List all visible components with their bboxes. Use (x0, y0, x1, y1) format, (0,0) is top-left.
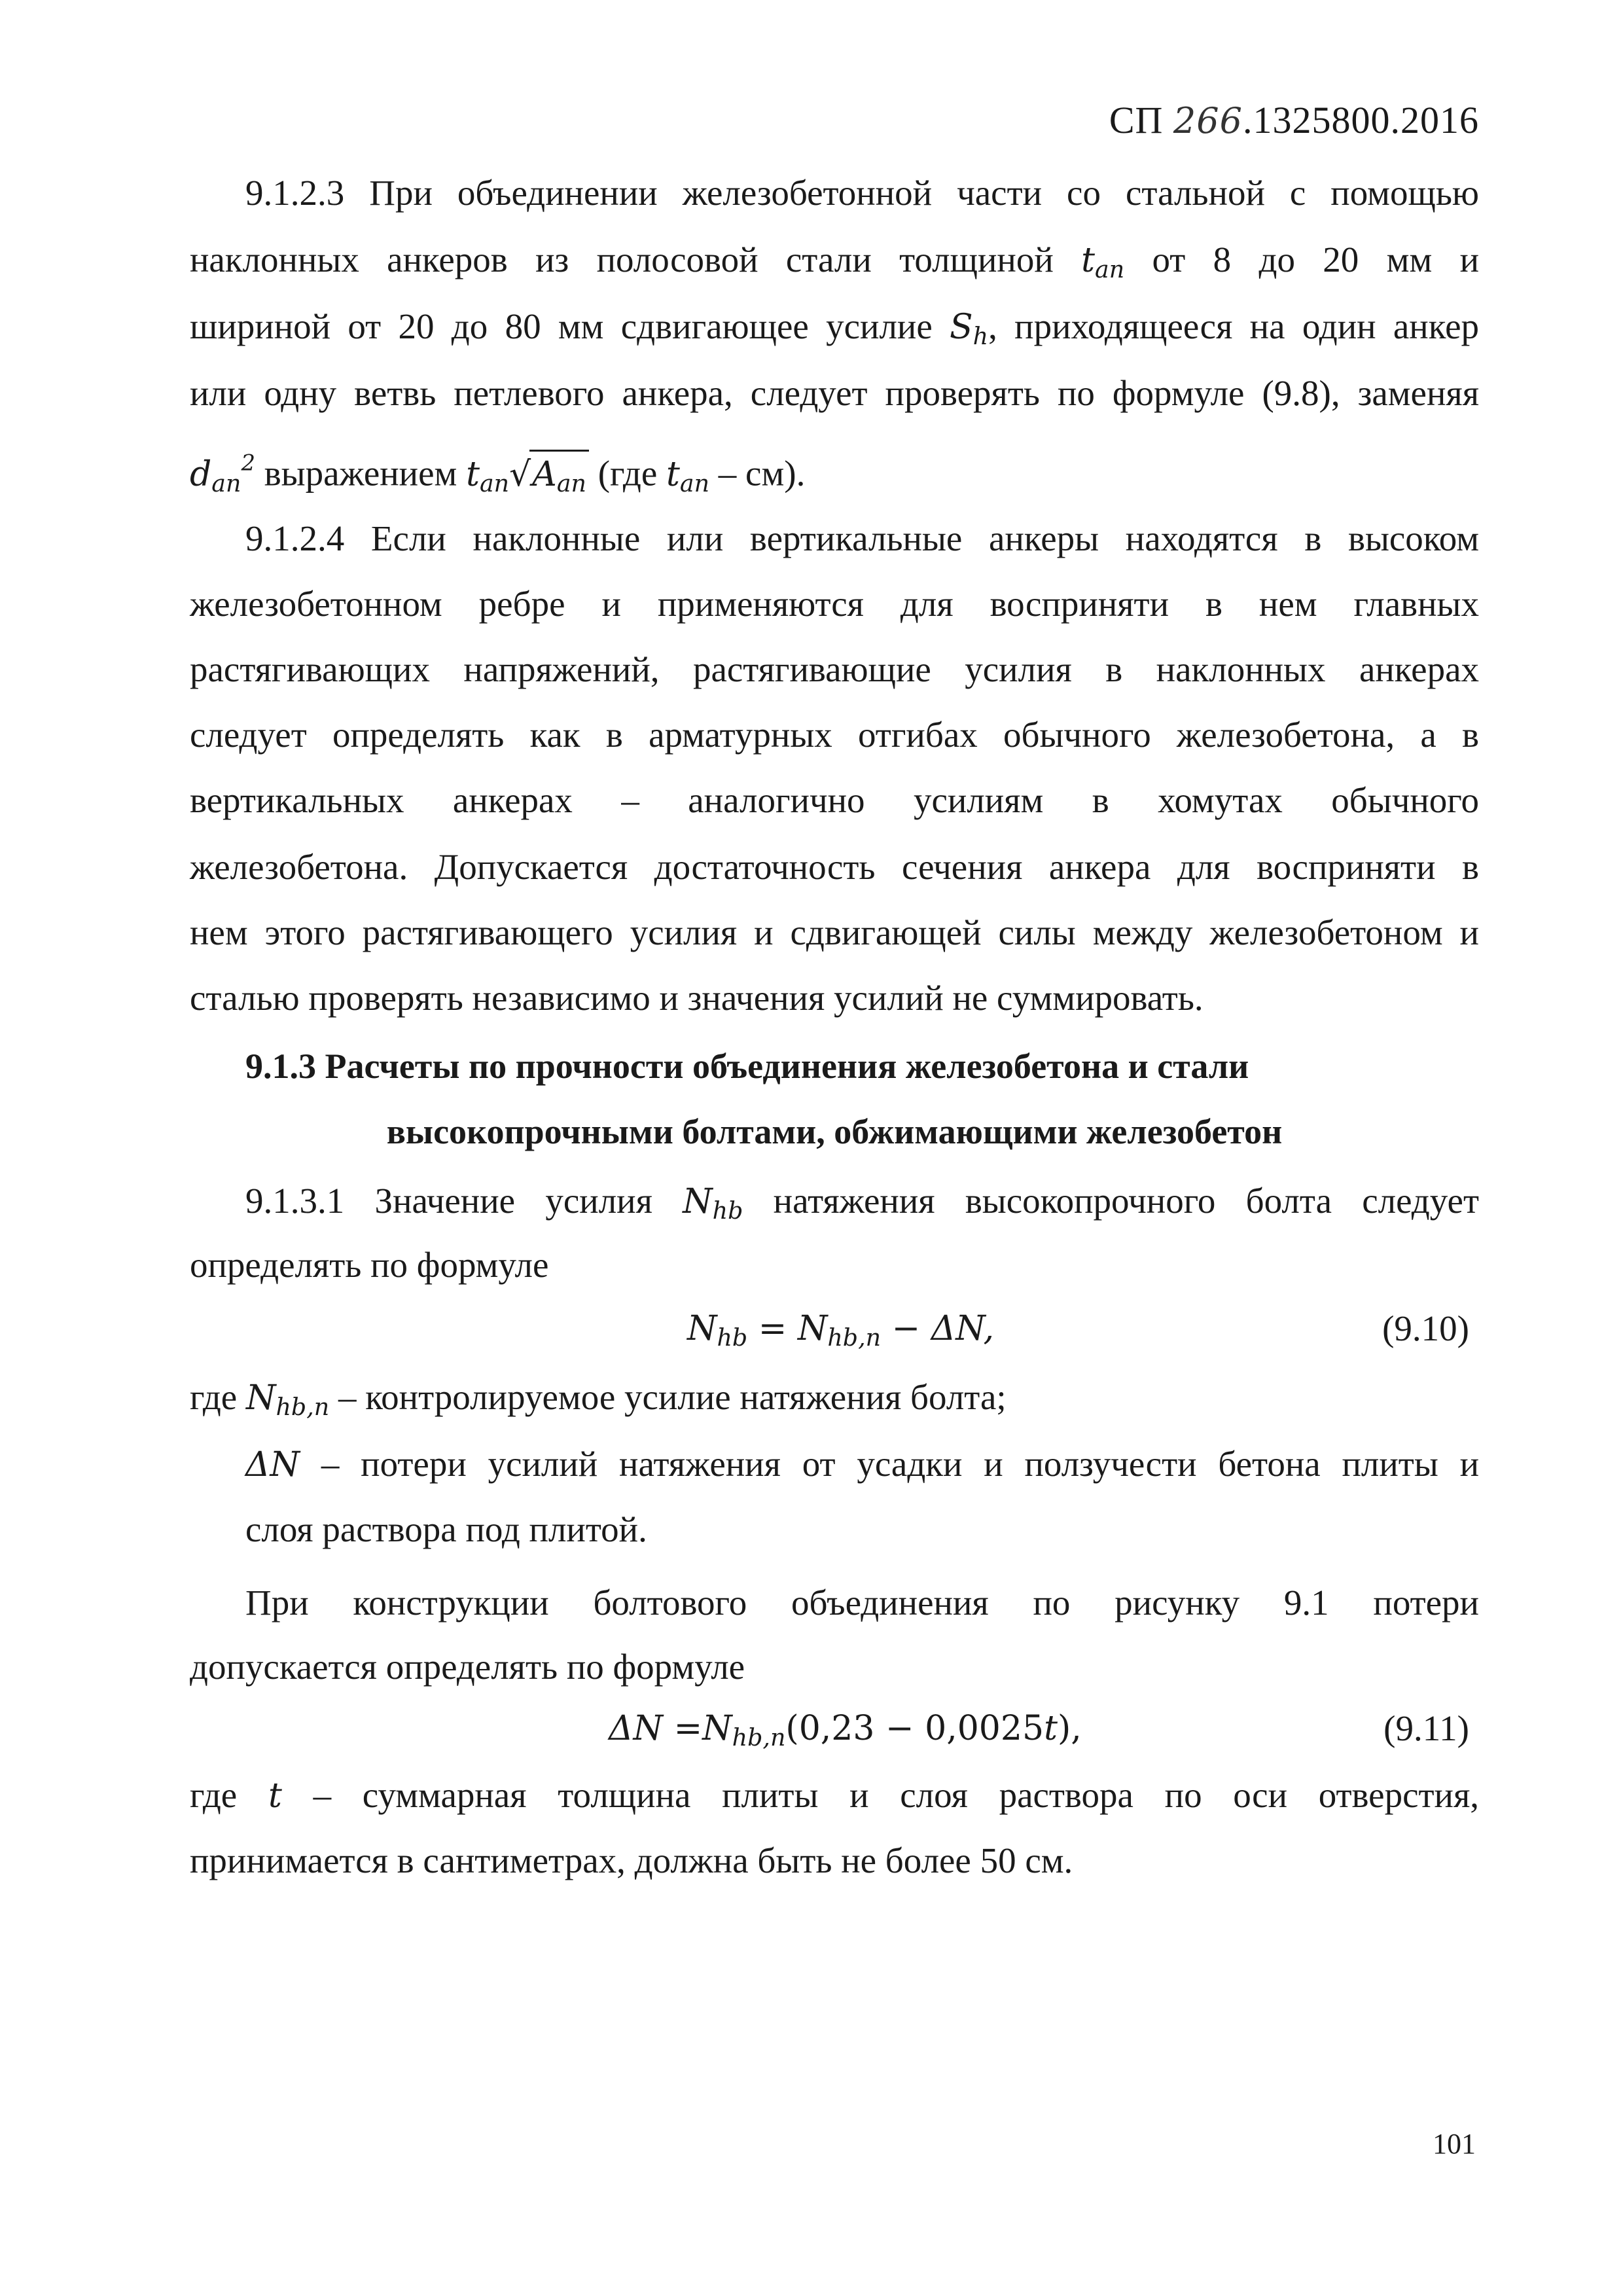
paragraph-9-1-2-3-line-1: 9.1.2.3 При объединении железобетонной части со стальной с помощью (245, 173, 1479, 213)
formula-number-9-10: (9.10) (1382, 1308, 1469, 1348)
paragraph-design-line-2: допускается определять по формуле (190, 1647, 745, 1687)
var-n-hb: $N_{hb}$ (683, 1182, 743, 1225)
paragraph-9-1-2-3-line-3: шириной от 20 до 80 мм сдвигающее усилие $S_h$, приходящееся на один анкер (190, 306, 1479, 351)
paragraph-9-1-2-4-line: растягивающих напряжений, растягивающие усилия в наклонных анкерах (190, 649, 1479, 689)
document-code (1109, 98, 1479, 142)
paragraph-9-1-2-4-line: железобетонном ребре и применяются для восприняти в нем главных (190, 584, 1479, 624)
paragraph-9-1-2-4-line: вертикальных анкерах – аналогично усилиям в хомутах обычного (190, 780, 1479, 820)
where-t-line-1: где t – суммарная толщина плиты и слоя раствора по оси отверстия, (190, 1775, 1480, 1816)
formula-9-10: $N_{hb} = N_{hb,n} - \Delta N$, (687, 1309, 995, 1352)
paragraph-9-1-2-3-line-4: или одну ветвь петлевого анкера, следует проверять по формуле (9.8), заменяя (190, 373, 1479, 413)
where-n-hb-n: где $N_{hb,n}$ – контролируемое усилие натяжения болта; (190, 1377, 1007, 1422)
expr-t-sqrt-a: $t_{an}√A_{an}$ (466, 455, 589, 494)
var-d-an: $d_{an}^2$ (190, 450, 255, 497)
paragraph-9-1-2-4-line: железобетона. Допускается достаточность сечения анкера для восприняти в (190, 847, 1479, 887)
paragraph-design-line-1: При конструкции болтового объединения по рисунку 9.1 потери (245, 1583, 1479, 1623)
paragraph-9-1-2-4-line: 9.1.2.4 Если наклонные или вертикальные анкеры находятся в высоком (245, 518, 1479, 558)
paragraph-9-1-3-1-line-2: определять по формуле (190, 1245, 549, 1285)
section-heading-line-2: высокопрочными болтами, обжимающими железобетон (386, 1112, 1283, 1151)
paragraph-9-1-3-1-line-1: 9.1.3.1 Значение усилия $N_{hb}$ натяжения высокопрочного болта следует (245, 1181, 1480, 1225)
paragraph-9-1-2-4-line: нем этого растягивающего усилия и сдвигающей силы между железобетоном и (190, 912, 1479, 952)
where-delta-n-line-2: слоя раствора под плитой. (245, 1509, 647, 1549)
sqrt-sign: √ (509, 454, 531, 494)
paragraph-9-1-2-4-line: следует определять как в арматурных отгибах обычного железобетона, а в (190, 715, 1479, 755)
formula-9-11: $\Delta N =N_{hb,n}(0,23 - 0,0025t)$, (609, 1709, 1082, 1752)
paragraph-9-1-2-4-line: сталью проверять независимо и значения усилий не суммировать. (190, 978, 1204, 1018)
var-t-an: $t_{an}$ (1081, 241, 1125, 284)
var-s-h: $S_h$ (950, 308, 989, 351)
document-code-prefix: СП (1109, 99, 1164, 141)
page-number: 101 (1433, 2128, 1476, 2160)
document-code-suffix: .1325800.2016 (1243, 99, 1479, 141)
formula-number-9-11: (9.11) (1383, 1708, 1469, 1748)
where-delta-n-line-1: ΔN – потери усилий натяжения от усадки и ползучести бетона плиты и (245, 1444, 1480, 1484)
paragraph-9-1-2-3-line-5: $d_{an}^2$ выражением $t_{an}√A_{an}$ (где $t_{an} - см$). (190, 440, 1479, 507)
section-heading-line-1: 9.1.3 Расчеты по прочности объединения железобетона и стали (245, 1047, 1249, 1086)
paragraph-9-1-2-3-line-2: наклонных анкеров из полосовой стали толщиной $t_{an}$ от 8 до 20 мм и (190, 240, 1480, 284)
where-t-line-2: принимается в сантиметрах, должна быть не более 50 см. (190, 1840, 1073, 1880)
handwritten-number: 266 (1173, 100, 1243, 141)
